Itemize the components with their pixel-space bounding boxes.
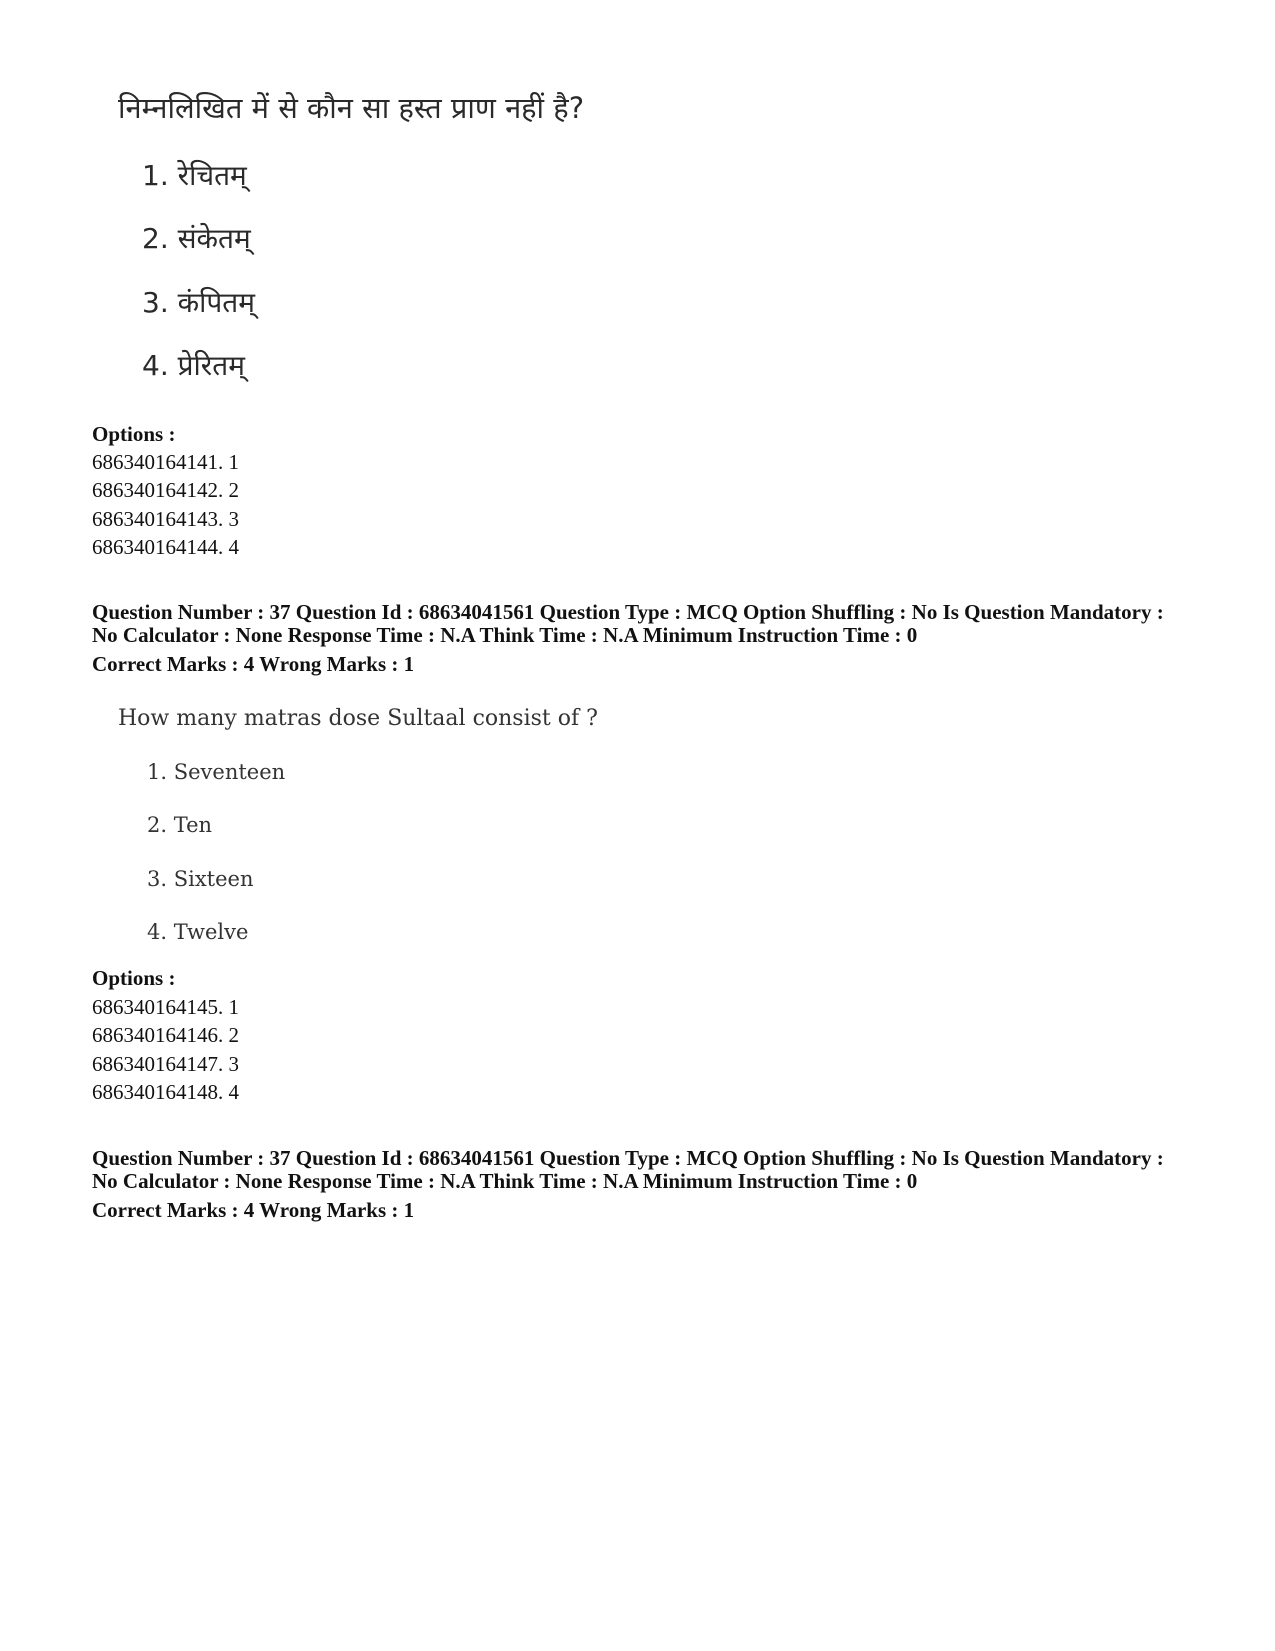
marks-line: Correct Marks : 4 Wrong Marks : 1 (92, 1198, 415, 1222)
question-choice: 3. Sixteen (147, 867, 254, 891)
option-id-line: 686340164147. 3 (92, 1052, 239, 1076)
question-meta-line: No Calculator : None Response Time : N.A Think Time : N.A Minimum Instruction Time : 0 (92, 623, 918, 647)
question-choice: 4. प्रेरितम् (142, 349, 245, 382)
option-id-line: 686340164145. 1 (92, 995, 239, 1019)
option-id-line: 686340164142. 2 (92, 478, 239, 502)
option-id-line: 686340164143. 3 (92, 507, 239, 531)
question-meta-line: Question Number : 37 Question Id : 68634041561 Question Type : MCQ Option Shuffling : No Is Question Mandatory : (92, 600, 1164, 624)
question-choice: 2. संकेतम् (142, 222, 251, 255)
option-id-line: 686340164144. 4 (92, 535, 239, 559)
options-label: Options : (92, 966, 176, 990)
question-text-english: How many matras dose Sultaal consist of ? (118, 706, 598, 731)
question-choice: 4. Twelve (147, 920, 249, 944)
options-label: Options : (92, 422, 176, 446)
question-choice: 2. Ten (147, 813, 213, 837)
question-meta-line: No Calculator : None Response Time : N.A Think Time : N.A Minimum Instruction Time : 0 (92, 1169, 918, 1193)
marks-line: Correct Marks : 4 Wrong Marks : 1 (92, 652, 415, 676)
question-choice: 1. Seventeen (147, 760, 286, 784)
question-choice: 3. कंपितम् (142, 286, 255, 319)
option-id-line: 686340164141. 1 (92, 450, 239, 474)
option-id-line: 686340164146. 2 (92, 1023, 239, 1047)
option-id-line: 686340164148. 4 (92, 1080, 239, 1104)
question-choice: 1. रेचितम् (142, 159, 247, 192)
question-text-hindi: निम्नलिखित में से कौन सा हस्त प्राण नहीं है? (118, 91, 585, 125)
question-meta-line: Question Number : 37 Question Id : 68634041561 Question Type : MCQ Option Shuffling : No Is Question Mandatory : (92, 1146, 1164, 1170)
